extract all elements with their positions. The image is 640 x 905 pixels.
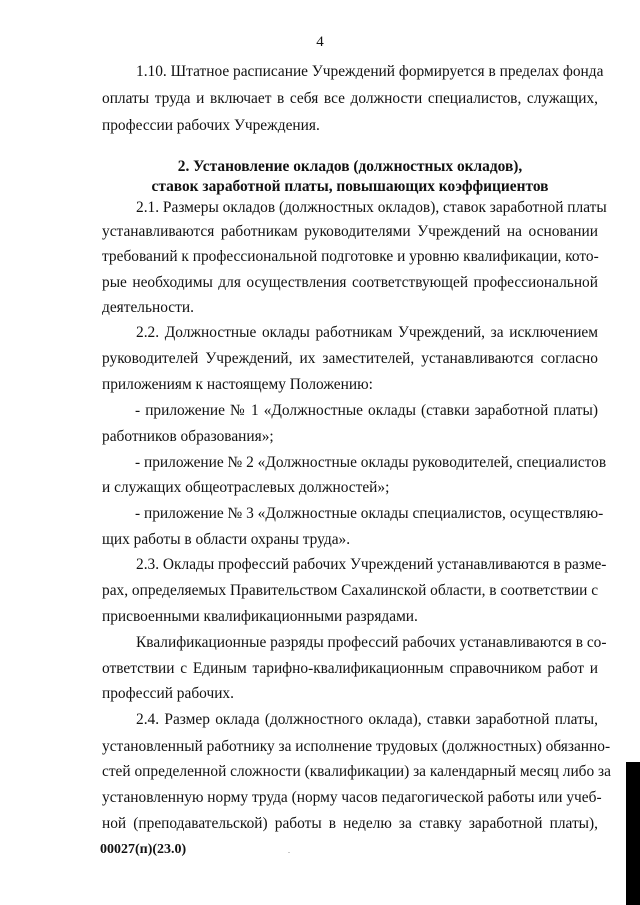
scan-speck [288, 852, 290, 853]
text-line: устанавливаются работникам руководителями Учреждений на основании [102, 223, 598, 240]
section-heading: 2. Установление окладов (должностных окладов), [177, 158, 523, 175]
text-line: руководителей Учреждений, их заместителей, устанавливаются согласно [102, 350, 598, 367]
text-line: стей определенной сложности (квалификации) за календарный месяц либо за [102, 763, 611, 780]
text-line: 2.2. Должностные оклады работникам Учреждений, за исключением [136, 324, 598, 341]
text-line: 2.1. Размеры окладов (должностных окладов), ставок заработной платы [136, 199, 607, 216]
list-item: - приложение № 2 «Должностные оклады руководителей, специалистов [135, 454, 607, 471]
text-line: оплаты труда и включает в себя все должности специалистов, служащих, [102, 90, 598, 107]
text-line: 2.4. Размер оклада (должностного оклада), ставки заработной платы, [136, 711, 598, 728]
list-item: работников образования»; [102, 428, 274, 445]
text-line: требований к профессиональной подготовке и уровню квалификации, кото- [102, 248, 599, 265]
text-line: установленную норму труда (норму часов педагогической работы или учеб- [102, 789, 602, 806]
text-line: деятельности. [102, 299, 194, 316]
scan-edge-bar [626, 762, 640, 905]
text-line: рах, определяемых Правительством Сахалинской области, в соответствии с [102, 582, 599, 599]
text-line: присвоенными квалификационными разрядами. [102, 608, 418, 625]
text-line: ответствии с Единым тарифно-квалификационным справочником работ и [102, 660, 598, 677]
text-line: рые необходимы для осуществления соответствующей профессиональной [102, 274, 598, 291]
document-code: 00027(п)(23.0) [100, 842, 187, 857]
text-line: установленный работнику за исполнение трудовых (должностных) обязанно- [102, 738, 611, 755]
text-line: 2.3. Оклады профессий рабочих Учреждений устанавливаются в разме- [136, 556, 607, 573]
text-line: ной (преподавательской) работы в неделю за ставку заработной платы), [102, 815, 598, 832]
text-line: приложениям к настоящему Положению: [102, 376, 373, 393]
list-item: и служащих общеотраслевых должностей»; [102, 479, 390, 496]
list-item: - приложение № 3 «Должностные оклады специалистов, осуществляю- [135, 505, 604, 522]
section-heading: ставок заработной платы, повышающих коэффициентов [151, 178, 549, 195]
page-number: 4 [316, 34, 324, 50]
text-line: профессии рабочих Учреждения. [102, 117, 320, 134]
text-line: Квалификационные разряды профессий рабочих устанавливаются в со- [136, 634, 607, 651]
list-item: - приложение № 1 «Должностные оклады (ставки заработной платы) [135, 402, 598, 419]
text-line: профессий рабочих. [102, 685, 234, 702]
text-line: 1.10. Штатное расписание Учреждений формируется в пределах фонда [136, 63, 604, 80]
list-item: щих работы в области охраны труда». [102, 531, 351, 548]
